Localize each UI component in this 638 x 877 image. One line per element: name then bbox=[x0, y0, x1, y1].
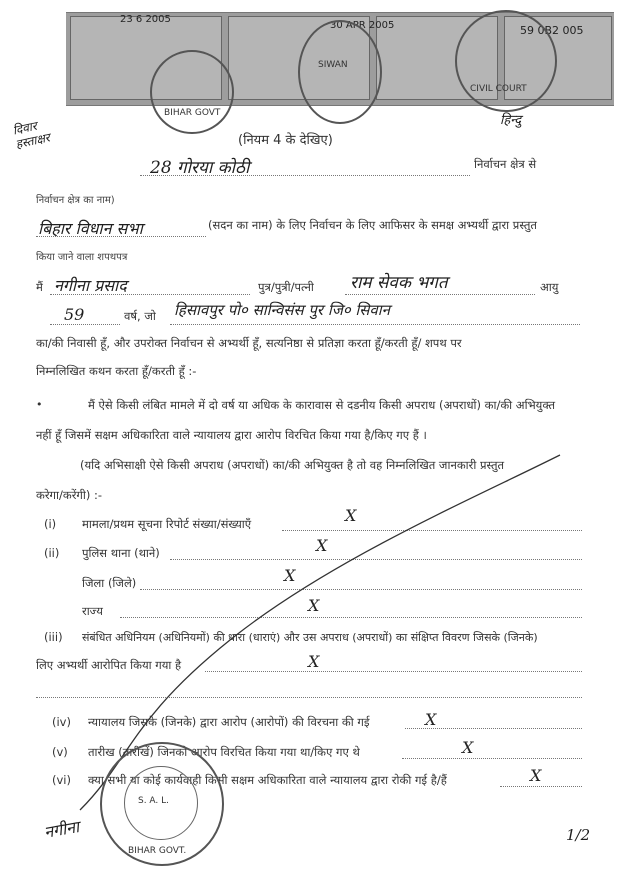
margin-note-left: दिवार हस्ताक्षर bbox=[11, 118, 52, 152]
signature: नगीना bbox=[42, 817, 81, 842]
page-fraction: 1/2 bbox=[566, 826, 591, 844]
para1-bullet: • bbox=[36, 398, 43, 411]
item-ii-number: (ii) bbox=[44, 546, 60, 560]
item-v-number: (v) bbox=[52, 745, 68, 759]
house-handwritten: बिहार विधान सभा bbox=[38, 219, 143, 238]
house-printed-text: (सदन का नाम) के लिए निर्वाचन के लिए आफिसर के समक्ष अभ्यर्थी द्वारा प्रस्तुत bbox=[208, 218, 537, 232]
item-ii-label: पुलिस थाना (थाने) bbox=[82, 546, 160, 560]
round-seal-mid bbox=[298, 20, 382, 124]
item-vi-cross-mark: X bbox=[530, 766, 542, 785]
item-i-cross-mark: X bbox=[345, 506, 357, 525]
item-iii-label: संबंधित अधिनियम (अधिनियमों) की धारा (धाराएं) और उस अपराध (अपराधों) का संक्षिप्त विवरण जिसके (जिनके) bbox=[82, 631, 538, 644]
item-i-number: (i) bbox=[44, 517, 57, 531]
stamp-date-text-2: 30 APR 2005 bbox=[330, 20, 395, 31]
item-ii-state-cross-mark: X bbox=[308, 596, 320, 615]
item-ii-district-line bbox=[140, 589, 582, 590]
house-dotted-line bbox=[36, 236, 206, 237]
item-vi-line bbox=[500, 786, 582, 787]
item-ii-line bbox=[170, 559, 582, 560]
item-vi-label: क्या सभी या कोई कार्यवाही किसी सक्षम अधिकारिता वाले न्यायालय द्वारा रोकी गई है/हैं bbox=[88, 773, 447, 787]
relation-label: पुत्र/पुत्री/पत्नी bbox=[258, 280, 314, 294]
age-label: आयु bbox=[540, 280, 559, 294]
constituency-handwritten: 28 गोरया कोठी bbox=[150, 158, 250, 178]
constituency-label-below: निर्वाचन क्षेत्र का नाम) bbox=[36, 195, 115, 206]
constituency-suffix-label: निर्वाचन क्षेत्र से bbox=[474, 157, 537, 171]
item-iv-number: (iv) bbox=[52, 715, 71, 729]
para2-line1: (यदि अभिसाक्षी ऐसे किसी अपराध (अपराधों) का/की अभियुक्त है तो वह निम्नलिखित जानकारी प्रस्तुत bbox=[80, 458, 505, 472]
father-name-handwritten: राम सेवक भगत bbox=[350, 273, 448, 293]
years-label: वर्ष, जो bbox=[124, 309, 156, 323]
item-v-line bbox=[402, 758, 582, 759]
para2-line2: करेगा/करेंगी) :- bbox=[36, 488, 103, 502]
item-iii-line-2 bbox=[36, 697, 582, 698]
candidate-prefix: मैं bbox=[36, 280, 43, 294]
item-vi-number: (vi) bbox=[52, 773, 71, 787]
age-handwritten: 59 bbox=[64, 305, 85, 324]
item-iii-number: (iii) bbox=[44, 630, 63, 644]
candidate-name-handwritten: नगीना प्रसाद bbox=[54, 276, 127, 295]
address-line bbox=[170, 324, 580, 325]
rule-heading: (नियम 4 के देखिए) bbox=[238, 133, 333, 148]
stamp-number-text: 59 0B2 005 bbox=[520, 24, 584, 37]
round-seal-right bbox=[455, 10, 557, 112]
item-v-label: तारीख (तारीखें) जिनको आरोप विरचित किया गया था/किए गए थे bbox=[88, 745, 360, 759]
seal-text-left: BIHAR GOVT bbox=[164, 108, 221, 118]
resident-line: का/की निवासी हूँ, और उपरोक्त निर्वाचन से अभ्यर्थी हूँ, सत्यनिष्ठा से प्रतिज्ञा करता हूँ/करती हूँ/ शपथ पर bbox=[36, 336, 462, 350]
item-i-line bbox=[282, 530, 582, 531]
bottom-seal-text: BIHAR GOVT. bbox=[128, 846, 187, 856]
round-seal-left bbox=[150, 50, 234, 134]
candidate-name-line bbox=[50, 294, 250, 295]
item-i-label: मामला/प्रथम सूचना रिपोर्ट संख्या/संख्याएँ bbox=[82, 517, 252, 531]
item-iii-cross-mark: X bbox=[308, 652, 320, 671]
item-ii-state-line bbox=[120, 617, 582, 618]
seal-text-right: CIVIL COURT bbox=[470, 84, 527, 94]
seal-text-mid: SIWAN bbox=[318, 60, 348, 70]
house-printed-text-2: किया जाने वाला शपथपत्र bbox=[36, 252, 128, 263]
constituency-dotted-line bbox=[140, 175, 470, 176]
item-ii-district-cross-mark: X bbox=[284, 566, 296, 585]
para1-line1: मैं ऐसे किसी लंबित मामले में दो वर्ष या अधिक के कारावास से दडनीय किसी अपराध (अपराधों) का/की अभियुक्त bbox=[88, 398, 556, 412]
item-iii-label-2: लिए अभ्यर्थी आरोपित किया गया है bbox=[36, 658, 182, 672]
item-ii-state: राज्य bbox=[82, 604, 103, 618]
item-iii-line bbox=[205, 671, 582, 672]
item-v-cross-mark: X bbox=[462, 738, 474, 757]
father-name-line bbox=[345, 294, 535, 295]
para1-line2: नहीं हूँ जिसमें सक्षम अधिकारिता वाले न्यायालय द्वारा आरोप विरचित किया गया है/किए गए हैं । bbox=[36, 428, 427, 442]
handwritten-code-right: हिन्दु bbox=[500, 113, 522, 128]
stamp-date-text-1: 23 6 2005 bbox=[120, 14, 171, 25]
age-line bbox=[50, 324, 120, 325]
bottom-seal-inner-text: S. A. L. bbox=[138, 796, 170, 806]
item-iv-cross-mark: X bbox=[425, 710, 437, 729]
item-iv-label: न्यायालय जिसके (जिनके) द्वारा आरोप (आरोपों) की विरचना की गई bbox=[88, 715, 370, 729]
item-ii-cross-mark: X bbox=[316, 536, 328, 555]
address-handwritten: हिसावपुर पो० सान्विसंस पुर जि० सिवान bbox=[174, 301, 390, 319]
item-ii-district: जिला (जिले) bbox=[82, 576, 137, 590]
statement-line: निम्नलिखित कथन करता हूँ/करती हूँ :- bbox=[36, 364, 197, 378]
